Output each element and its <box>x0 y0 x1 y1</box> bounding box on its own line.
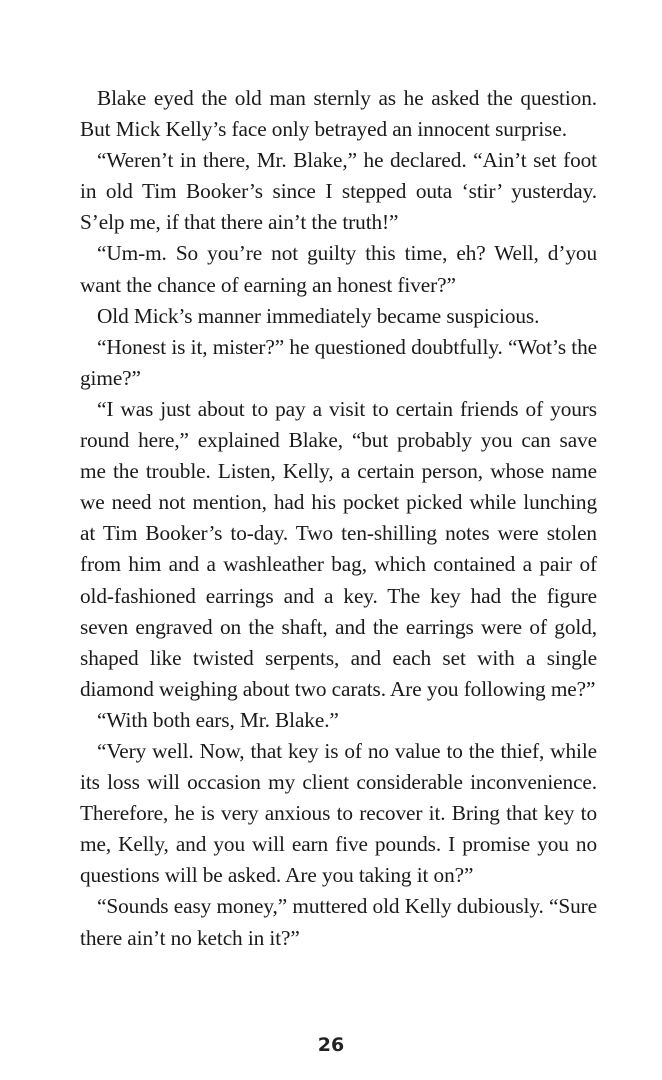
paragraph: Blake eyed the old man sternly as he asked the question. But Mick Kelly’s face only betrayed an innocent surprise. <box>80 86 597 142</box>
paragraph: “Very well. Now, that key is of no value to the thief, while its loss will occasion my client considerable inconvenience. Therefore, he is very anxious to recover it. Bring that key to me, Kelly, and you will earn five pounds. I promise you no questions will be asked. Are you taking it on?” <box>80 738 597 888</box>
paragraph: “With both ears, Mr. Blake.” <box>97 707 339 732</box>
paragraph: “Um-m. So you’re not guilty this time, eh? Well, d’you want the chance of earning an honest fiver?” <box>80 241 597 297</box>
paragraph: “Weren’t in there, Mr. Blake,” he declared. “Ain’t set foot in old Tim Booker’s since I stepped outa ‘stir’ yusterday. S’elp me, if that there ain’t the truth!” <box>80 148 597 235</box>
page-number: 26 <box>317 1034 345 1056</box>
paragraph: “I was just about to pay a visit to certain friends of yours round here,” explained Blake, “but probably you can save me the trouble. Listen, Kelly, a certain person, whose name we need not mention, had his pocket picked while lunching at Tim Booker’s to-day. Two ten-shilling notes were stolen from him and a washleather bag, which contained a pair of old-fashioned earrings and a key. The key had the figure seven engraved on the shaft, and the earrings were of gold, shaped like twisted serpents, and each set with a single diamond weighing about two carats. Are you following me?” <box>80 396 597 701</box>
paragraph: “Sounds easy money,” muttered old Kelly dubiously. “Sure there ain’t no ketch in it?” <box>80 894 597 950</box>
page-body <box>80 83 597 954</box>
paragraph: Old Mick’s manner immediately became suspicious. <box>97 303 540 328</box>
paragraph: “Honest is it, mister?” he questioned doubtfully. “Wot’s the gime?” <box>80 334 597 390</box>
